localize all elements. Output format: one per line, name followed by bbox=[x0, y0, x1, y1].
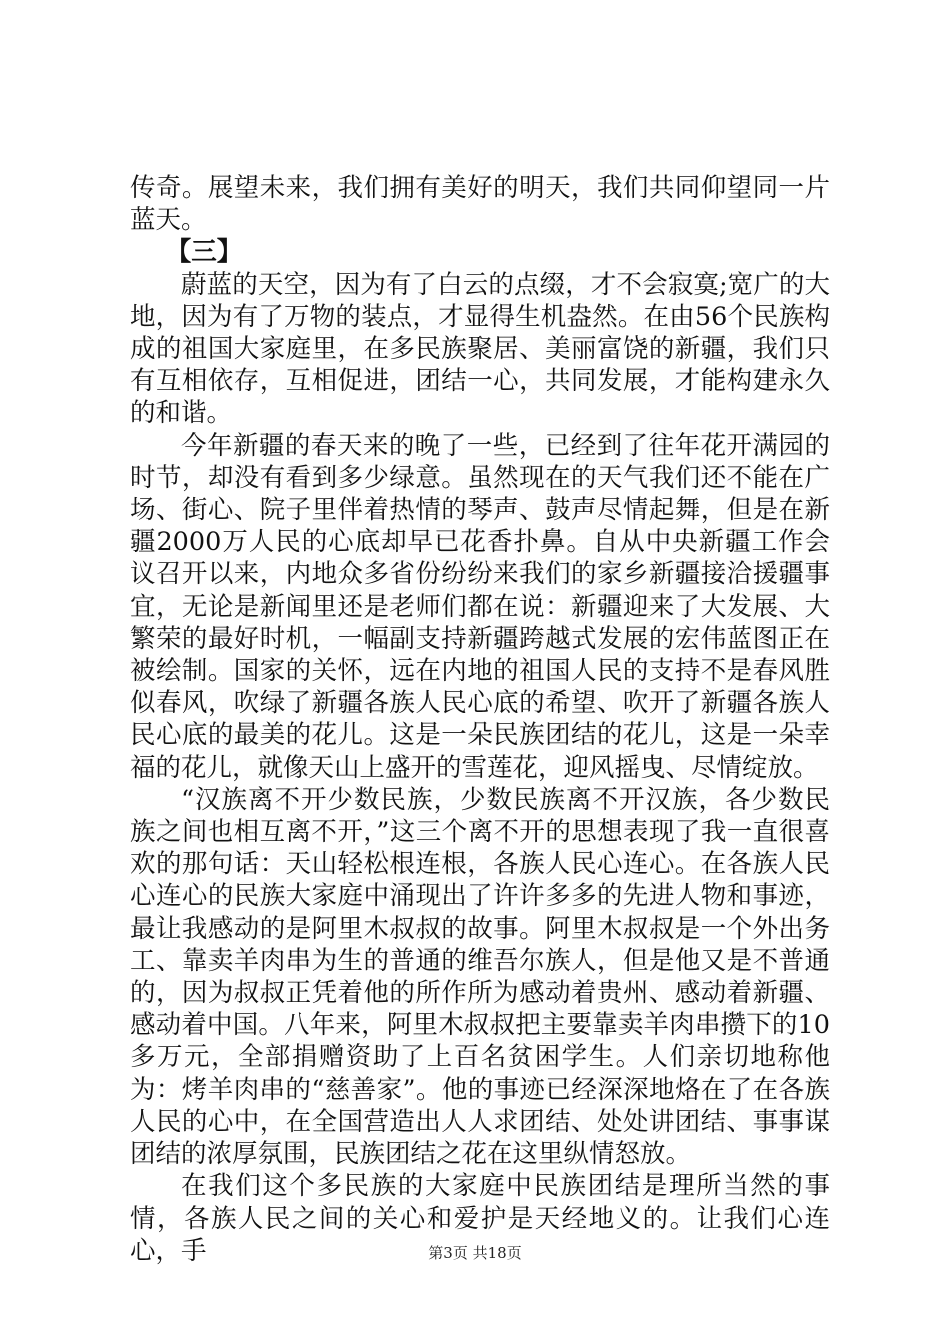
paragraph: “汉族离不开少数民族，少数民族离不开汉族，各少数民族之间也相互离不开，”这三个离不开的思想表现了我一直很喜欢的那句话：天山轻松根连根，各族人民心连心。在各族人民心连心的民族大家庭中涌现出了许许多多的先进人物和事迹，最让我感动的是阿里木叔叔的故事。阿里木叔叔是一个外出务工、靠卖羊肉串为生的普通的维吾尔族人，但是他又是不普通的，因为叔叔正凭着他的所作所为感动着贵州、感动着新疆、感动着中国。八年来，阿里木叔叔把主要靠卖羊肉串攒下的10多万元，全部捐赠资助了上百名贫困学生。人们亲切地称他为：烤羊肉串的“慈善家”。他的事迹已经深深地烙在了在各族人民的心中，在全国营造出人人求团结、处处讲团结、事事谋团结的浓厚氛围，民族团结之花在这里纵情怒放。 bbox=[130, 784, 830, 1170]
paragraph: 在我们这个多民族的大家庭中民族团结是理所当然的事情，各族人民之间的关心和爱护是天经地义的。让我们心连心，手 bbox=[130, 1171, 830, 1266]
document-body bbox=[130, 172, 830, 1267]
paragraph: 蔚蓝的天空，因为有了白云的点缀，才不会寂寞;宽广的大地，因为有了万物的装点，才显得生机盎然。在由56个民族构成的祖国大家庭里，在多民族聚居、美丽富饶的新疆，我们只有互相依存，互相促进，团结一心，共同发展，才能构建永久的和谐。 bbox=[130, 269, 830, 429]
paragraph-continuation: 传奇。展望未来，我们拥有美好的明天，我们共同仰望同一片蓝天。 bbox=[130, 173, 830, 236]
section-heading: 【三】 bbox=[165, 237, 243, 268]
paragraph: 今年新疆的春天来的晚了一些，已经到了往年花开满园的时节，却没有看到多少绿意。虽然现在的天气我们还不能在广场、街心、院子里伴着热情的琴声、鼓声尽情起舞，但是在新疆2000万人民的心底却早已花香扑鼻。自从中央新疆工作会议召开以来，内地众多省份纷纷来我们的家乡新疆接洽援疆事宜，无论是新闻里还是老师们都在说：新疆迎来了大发展、大繁荣的最好时机，一幅副支持新疆跨越式发展的宏伟蓝图正在被绘制。国家的关怀，远在内地的祖国人民的支持不是春风胜似春风，吹绿了新疆各族人民心底的希望、吹开了新疆各族人民心底的最美的花儿。这是一朵民族团结的花儿，这是一朵幸福的花儿，就像天山上盛开的雪莲花，迎风摇曳、尽情绽放。 bbox=[130, 430, 830, 783]
page-number-footer: 第3页 共18页 bbox=[428, 1244, 522, 1262]
